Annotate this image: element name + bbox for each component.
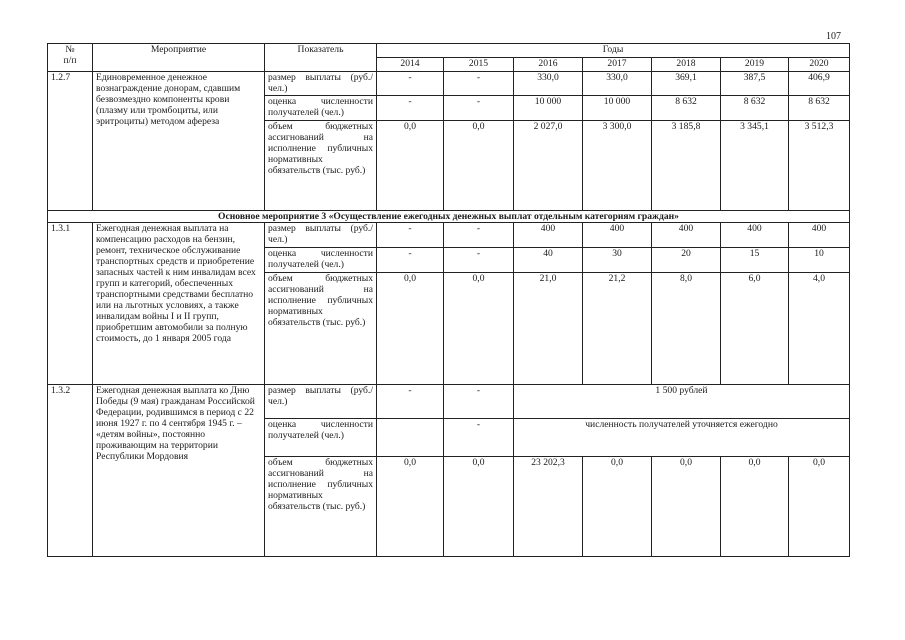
value-cell: 40	[514, 248, 583, 273]
row-code: 1.2.7	[48, 72, 93, 211]
table-row	[48, 385, 850, 419]
header-row-1	[48, 44, 850, 58]
row-measure: Единовременное денежное вознаграждение донорам, сдавшим безвозмездно компоненты крови (плазму или тромбоциты, или эритроциты) методом афереза	[93, 72, 265, 211]
value-cell: 30	[583, 248, 652, 273]
table-row	[48, 223, 850, 248]
merged-value-cell: численность получателей уточняется ежегодно	[514, 419, 850, 457]
indicator-label: оценка численности получателей (чел.)	[265, 419, 377, 457]
indicator-label: объем бюджетных ассигнований на исполнение публичных нормативных обязательств (тыс. руб.)	[265, 121, 377, 211]
indicator-label: оценка численности получателей (чел.)	[265, 96, 377, 121]
section-heading-row	[48, 211, 850, 223]
header-year: 2015	[444, 58, 514, 72]
header-year: 2019	[721, 58, 789, 72]
value-cell: 387,5	[721, 72, 789, 96]
value-cell: -	[444, 385, 514, 419]
value-cell: 400	[789, 223, 850, 248]
value-cell: 369,1	[652, 72, 721, 96]
indicator-label: объем бюджетных ассигнований на исполнение публичных нормативных обязательств (тыс. руб.)	[265, 457, 377, 557]
value-cell	[377, 419, 444, 457]
value-cell: 400	[721, 223, 789, 248]
indicator-label: оценка численности получателей (чел.)	[265, 248, 377, 273]
value-cell: 3 345,1	[721, 121, 789, 211]
value-cell: 0,0	[377, 457, 444, 557]
header-year: 2016	[514, 58, 583, 72]
header-indicator: Показатель	[265, 44, 377, 72]
value-cell: 0,0	[652, 457, 721, 557]
value-cell: 21,0	[514, 273, 583, 385]
value-cell: -	[377, 248, 444, 273]
value-cell: 0,0	[377, 273, 444, 385]
value-cell: 10	[789, 248, 850, 273]
value-cell: 406,9	[789, 72, 850, 96]
row-code: 1.3.1	[48, 223, 93, 385]
value-cell: 8 632	[652, 96, 721, 121]
value-cell: 8,0	[652, 273, 721, 385]
row-measure: Ежегодная денежная выплата ко Дню Победы (9 мая) гражданам Российской Федерации, родившимся в период с 22 июня 1927 г. по 4 сентября 1945 г. – «детям войны», постоянно проживающим на территории Республики Мордовия	[93, 385, 265, 557]
page-number: 107	[826, 31, 841, 42]
value-cell: 0,0	[444, 121, 514, 211]
header-years: Годы	[377, 44, 850, 58]
value-cell: 3 300,0	[583, 121, 652, 211]
value-cell: 10 000	[514, 96, 583, 121]
value-cell: -	[377, 223, 444, 248]
value-cell: -	[444, 248, 514, 273]
value-cell: -	[377, 385, 444, 419]
header-num: № п/п	[48, 44, 93, 72]
value-cell: 2 027,0	[514, 121, 583, 211]
indicator-label: объем бюджетных ассигнований на исполнение публичных нормативных обязательств (тыс. руб.)	[265, 273, 377, 385]
value-cell: 330,0	[514, 72, 583, 96]
value-cell: -	[444, 419, 514, 457]
header-measure: Мероприятие	[93, 44, 265, 72]
value-cell: 0,0	[377, 121, 444, 211]
header-year: 2020	[789, 58, 850, 72]
value-cell: 330,0	[583, 72, 652, 96]
value-cell: 3 512,3	[789, 121, 850, 211]
value-cell: -	[377, 72, 444, 96]
value-cell: 0,0	[583, 457, 652, 557]
merged-value-cell: 1 500 рублей	[514, 385, 850, 419]
value-cell: 400	[583, 223, 652, 248]
value-cell: 6,0	[721, 273, 789, 385]
value-cell: 8 632	[721, 96, 789, 121]
value-cell: 0,0	[444, 457, 514, 557]
value-cell: 4,0	[789, 273, 850, 385]
value-cell: -	[377, 96, 444, 121]
value-cell: 400	[514, 223, 583, 248]
value-cell: -	[444, 72, 514, 96]
value-cell: 400	[652, 223, 721, 248]
header-year: 2017	[583, 58, 652, 72]
value-cell: 0,0	[444, 273, 514, 385]
section-title: Основное мероприятие 3 «Осуществление ежегодных денежных выплат отдельным категориям граждан»	[48, 211, 850, 223]
indicator-label: размер выплаты (руб./ чел.)	[265, 385, 377, 419]
table-row	[48, 72, 850, 96]
value-cell: 0,0	[721, 457, 789, 557]
value-cell: 3 185,8	[652, 121, 721, 211]
value-cell: 20	[652, 248, 721, 273]
header-year: 2018	[652, 58, 721, 72]
value-cell: -	[444, 223, 514, 248]
indicator-label: размер выплаты (руб./ чел.)	[265, 72, 377, 96]
value-cell: 8 632	[789, 96, 850, 121]
value-cell: 21,2	[583, 273, 652, 385]
header-year: 2014	[377, 58, 444, 72]
value-cell: 10 000	[583, 96, 652, 121]
value-cell: 15	[721, 248, 789, 273]
indicator-label: размер выплаты (руб./ чел.)	[265, 223, 377, 248]
value-cell: 23 202,3	[514, 457, 583, 557]
row-code: 1.3.2	[48, 385, 93, 557]
row-measure: Ежегодная денежная выплата на компенсацию расходов на бензин, ремонт, техническое обслуживание транспортных средств и приобретение запасных частей к ним инвалидам всех групп и категорий, обеспеченных транспортными средствами бесплатно или на льготных условиях, а также инвалидам войны I и II групп, приобретшим автомобили за полную стоимость, до 1 января 2005 года	[93, 223, 265, 385]
value-cell: 0,0	[789, 457, 850, 557]
measures-table	[47, 43, 850, 557]
value-cell: -	[444, 96, 514, 121]
